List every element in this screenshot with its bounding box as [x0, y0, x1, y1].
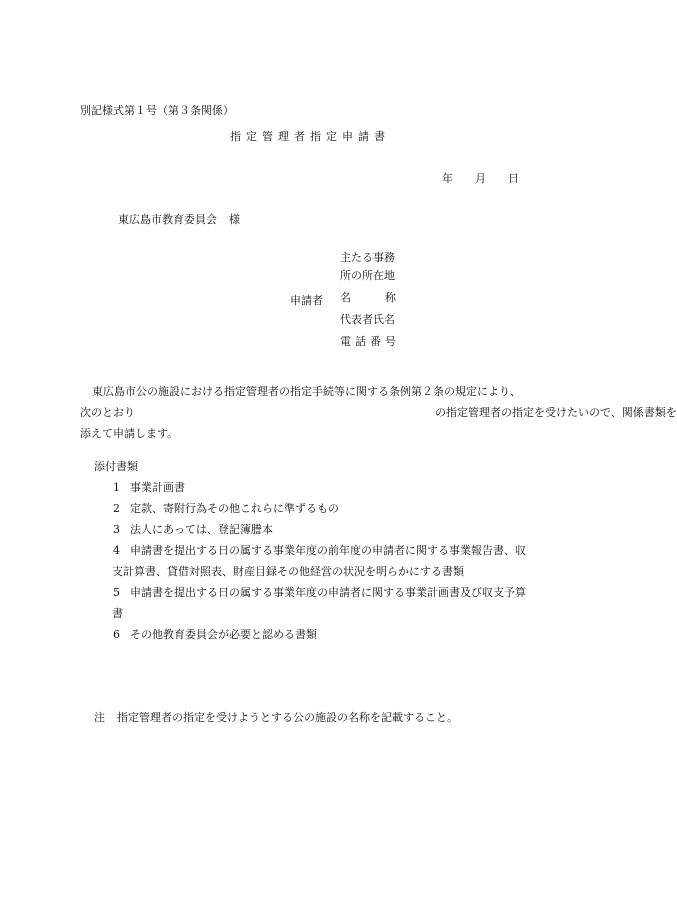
attachment-item: 2 定款、寄附行為その他これらに準ずるもの: [113, 502, 339, 515]
statement-line-2: [80, 406, 677, 427]
representative-label: 代表者氏名: [340, 313, 395, 326]
footnote-label: 注: [94, 711, 105, 724]
attachment-item: 4 申請書を提出する日の属する事業年度の前年度の申請者に関する事業報告書、収: [113, 544, 526, 557]
addressee-name: 東広島市教育委員会: [118, 213, 217, 226]
footnote-text: 指定管理者の指定を受けようとする公の施設の名称を記載すること。: [117, 711, 458, 724]
attachment-item-continuation: 書: [112, 607, 123, 620]
date-year-label: 年: [442, 172, 453, 185]
attachment-item: 5 申請書を提出する日の属する事業年度の申請者に関する事業計画書及び収支予算: [113, 586, 526, 599]
date-line: [442, 172, 519, 185]
attachments-heading: 添付書類: [94, 460, 138, 473]
document-title: 指定管理者指定申請書: [230, 130, 390, 143]
date-month-label: 月: [475, 172, 486, 185]
attachment-item: 6 その他教育委員会が必要と認める書類: [113, 628, 317, 641]
addressee-honorific: 様: [229, 213, 240, 226]
statement-line-3: 添えて申請します。: [80, 427, 179, 440]
attachments-list: [94, 460, 526, 649]
applicant-label: 申請者: [290, 294, 323, 307]
phone-label: 電話番号: [340, 335, 400, 348]
date-day-label: 日: [508, 172, 519, 185]
attachment-item: 3 法人にあっては、登記簿謄本: [113, 523, 273, 536]
statement-line-1: 東広島市公の施設における指定管理者の指定手続等に関する条例第２条の規定により、: [92, 385, 521, 398]
name-label: [340, 291, 400, 313]
addressee: [118, 213, 240, 226]
office-address-label-1: 主たる事務: [340, 251, 395, 264]
form-number: 別記様式第１号（第３条関係）: [80, 104, 234, 117]
name-label-right: 称: [385, 291, 396, 304]
footnote: [94, 711, 458, 724]
statement-line-2-a: 次のとおり: [80, 406, 135, 419]
applicant-fields: [340, 251, 400, 357]
attachment-item: 1 事業計画書: [113, 481, 185, 494]
office-address-label-2: 所の所在地: [340, 269, 395, 282]
statement-line-2-b: の指定管理者の指定を受けたいので、関係書類を: [435, 406, 677, 419]
application-statement: [80, 385, 677, 448]
attachment-item-continuation: 支計算書、貸借対照表、財産目録その他経営の状況を明らかにする書類: [112, 565, 464, 578]
name-label-left: 名: [340, 291, 351, 304]
